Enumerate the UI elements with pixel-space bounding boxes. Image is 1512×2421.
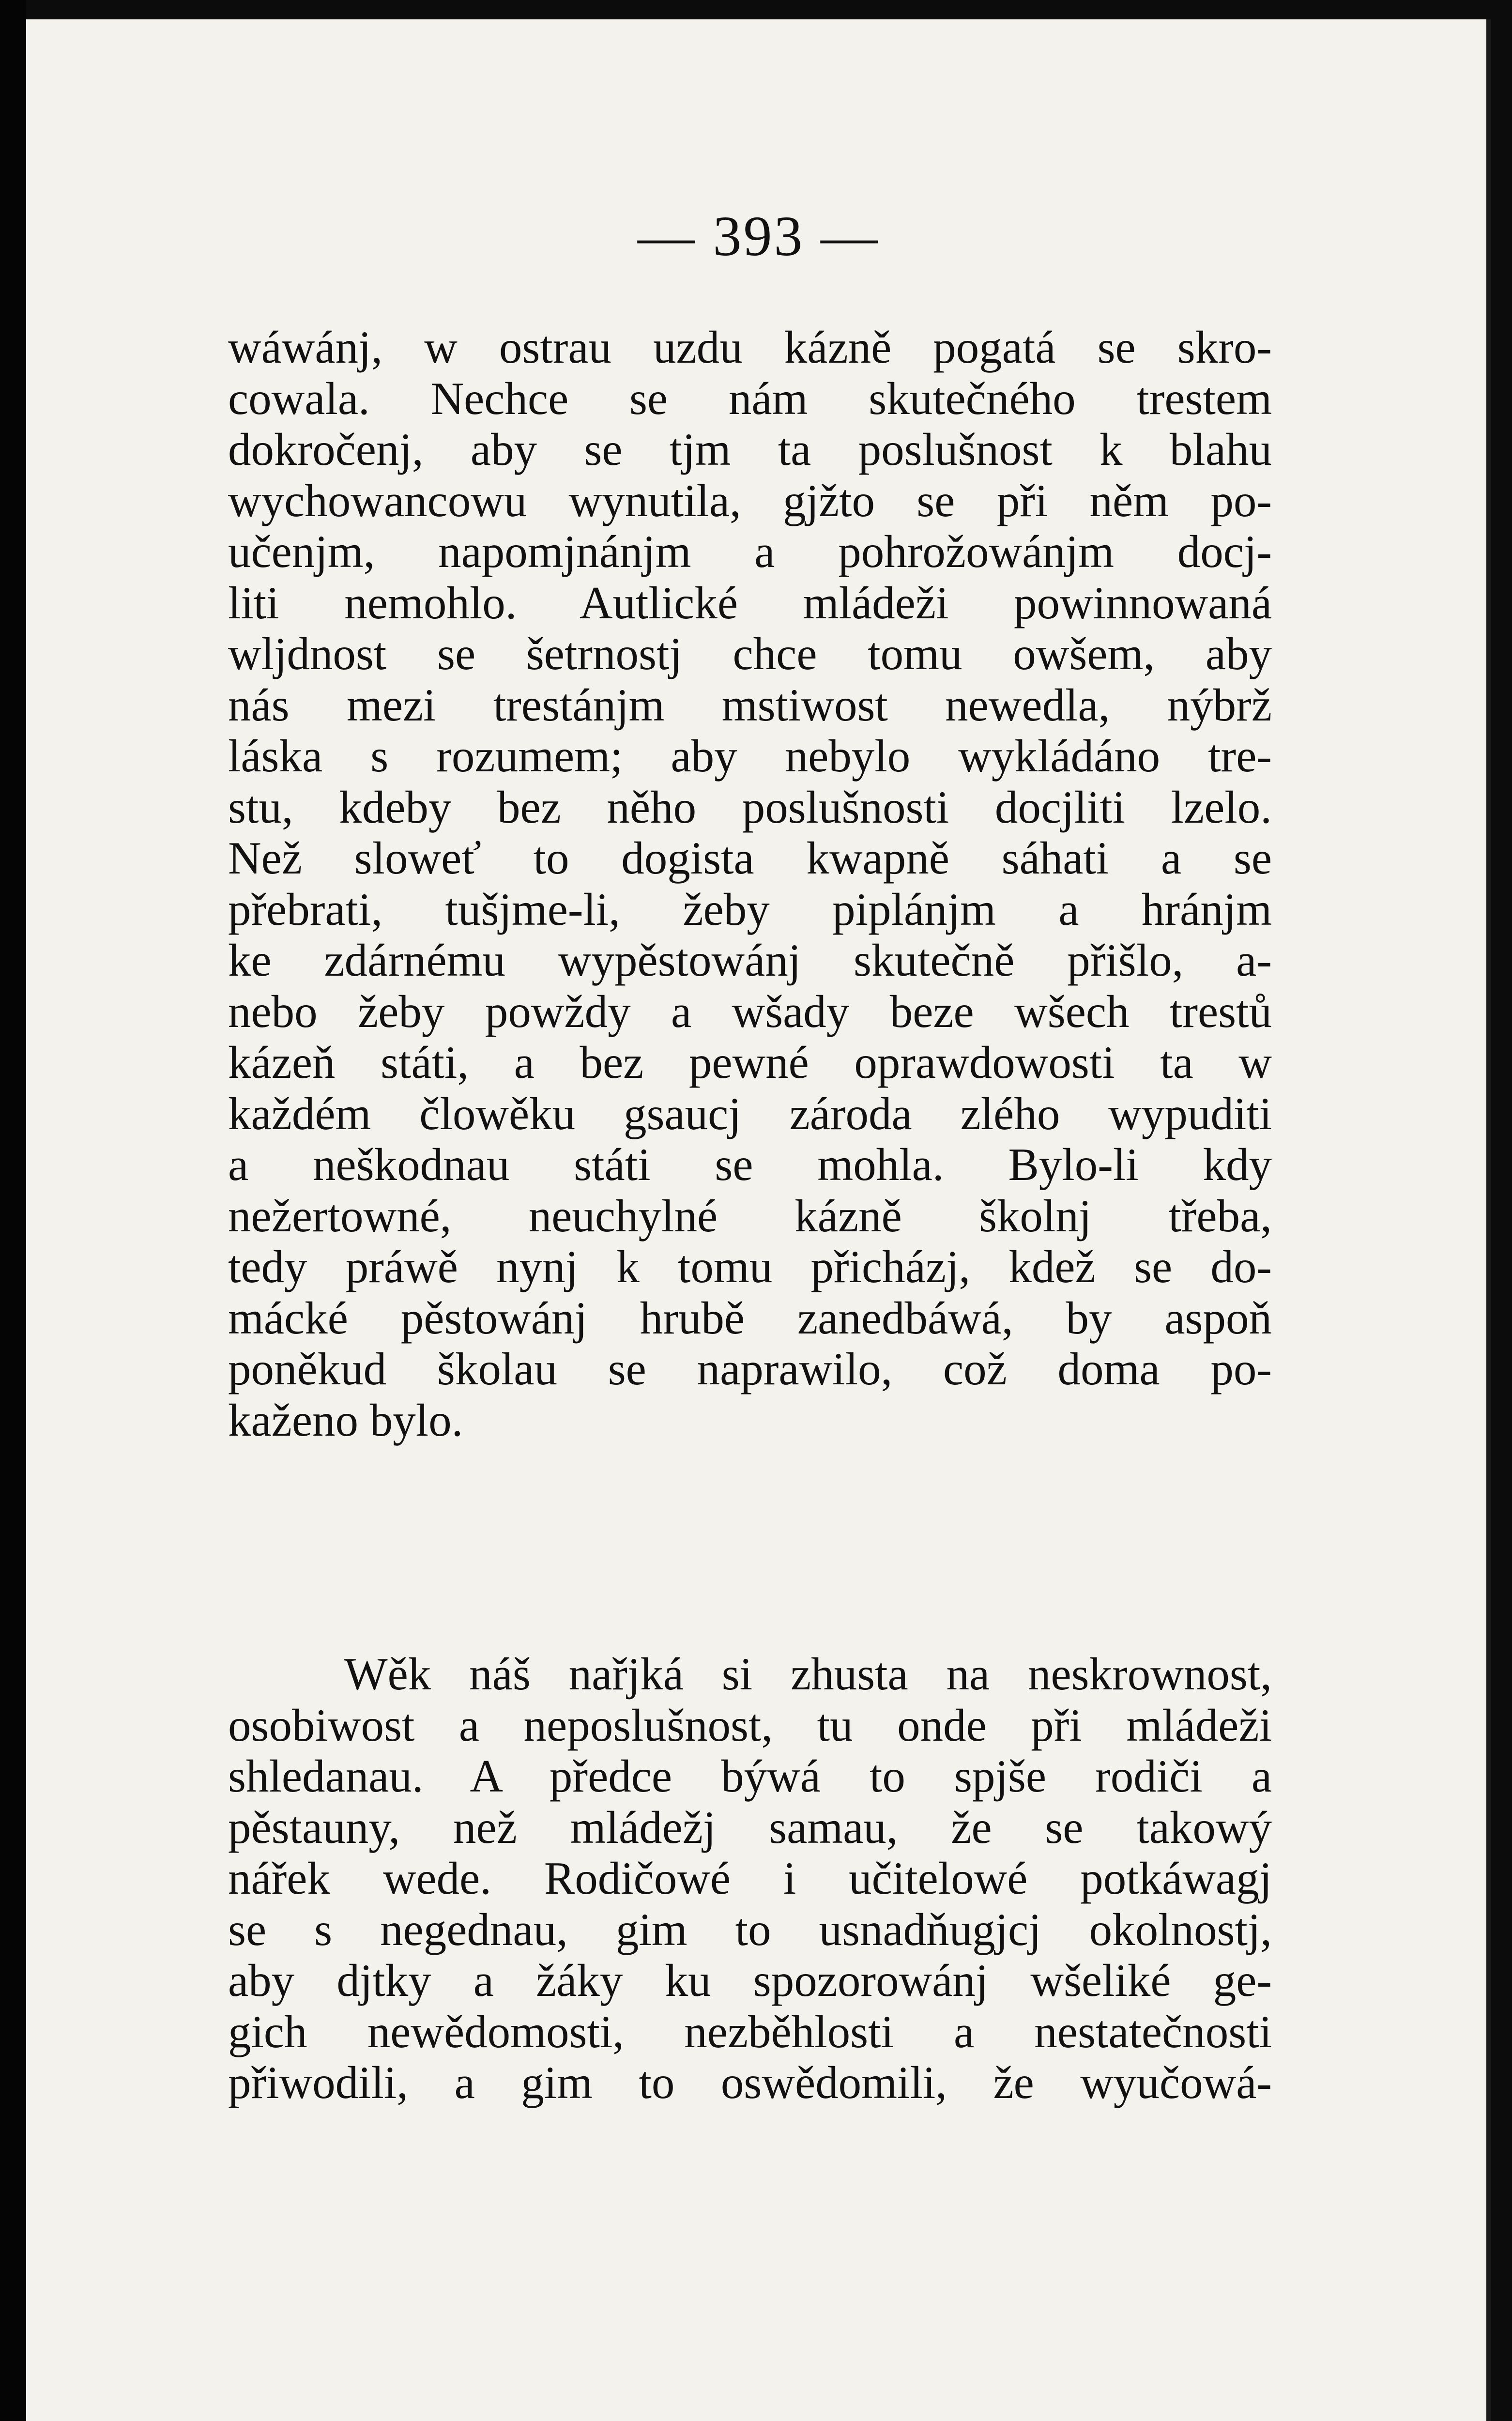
text-line: gich newědomosti, nezběhlosti a nestatečnosti (228, 2006, 1272, 2057)
text-line: shledanau. A předce býwá to spjše rodiči a (228, 1751, 1272, 1802)
text-line: přiwodili, a gim to oswědomili, že wyučowá- (228, 2057, 1272, 2108)
text-line: tedy práwě nynj k tomu přicházj, kdež se do- (228, 1241, 1272, 1292)
text-line: a neškodnau státi se mohla. Bylo-li kdy (228, 1139, 1272, 1190)
page-number: — 393 — (638, 204, 880, 268)
text-line: stu, kdeby bez něho poslušnosti docjliti lzelo. (228, 781, 1272, 833)
text-line: mácké pěstowánj hrubě zanedbáwá, by aspoň (228, 1292, 1272, 1344)
text-line: ke zdárnému wypěstowánj skutečně přišlo, a- (228, 935, 1272, 986)
text-line: wljdnost se šetrnostj chce tomu owšem, aby (228, 628, 1272, 679)
book-page (26, 19, 1491, 2421)
text-line: wáwánj, w ostrau uzdu kázně pogatá se skro- (228, 322, 1272, 373)
text-line: učenjm, napomjnánjm a pohrožowánjm docj- (228, 526, 1272, 577)
text-line: osobiwost a neposlušnost, tu onde při mládeži (228, 1700, 1272, 1751)
text-line: wychowancowu wynutila, gjžto se při něm po- (228, 475, 1272, 526)
text-line: liti nemohlo. Autlické mládeži powinnowaná (228, 577, 1272, 628)
text-line: aby djtky a žáky ku spozorowánj wšeliké ge- (228, 1955, 1272, 2006)
text-line: cowala. Nechce se nám skutečného trestem (228, 373, 1272, 424)
text-line: nežertowné, neuchylné kázně školnj třeba, (228, 1190, 1272, 1241)
text-line: Wěk náš nařjká si zhusta na neskrownost, (344, 1649, 1272, 1700)
paragraph-1 (228, 322, 1272, 1446)
scan-left-edge (0, 0, 26, 2421)
text-line: nebo žeby powždy a wšady beze wšech trestů (228, 986, 1272, 1037)
text-line: kaženo bylo. (228, 1394, 463, 1446)
text-line: přebrati, tušjme-li, žeby piplánjm a hránjm (228, 884, 1272, 935)
text-line: kázeň státi, a bez pewné oprawdowosti ta w (228, 1037, 1272, 1088)
text-line: láska s rozumem; aby nebylo wykládáno tre- (228, 731, 1272, 781)
text-line: dokročenj, aby se tjm ta poslušnost k blahu (228, 424, 1272, 475)
text-line: poněkud školau se naprawilo, což doma po- (228, 1344, 1272, 1394)
text-line: Než slowеť to dogista kwapně sáhati a se (228, 833, 1272, 884)
text-line: se s negednau, gim to usnadňugjcj okolnostj, (228, 1904, 1272, 1955)
text-line: nás mezi trestánjm mstiwost newedla, nýbrž (228, 679, 1272, 731)
text-line: každém člowěku gsaucj zároda zlého wypuditi (228, 1088, 1272, 1139)
text-line: pěstauny, než mládežj samau, že se takowý (228, 1802, 1272, 1853)
text-line: nářek wede. Rodičowé i učitelowé potkáwagj (228, 1853, 1272, 1904)
paragraph-2 (228, 1649, 1272, 2109)
